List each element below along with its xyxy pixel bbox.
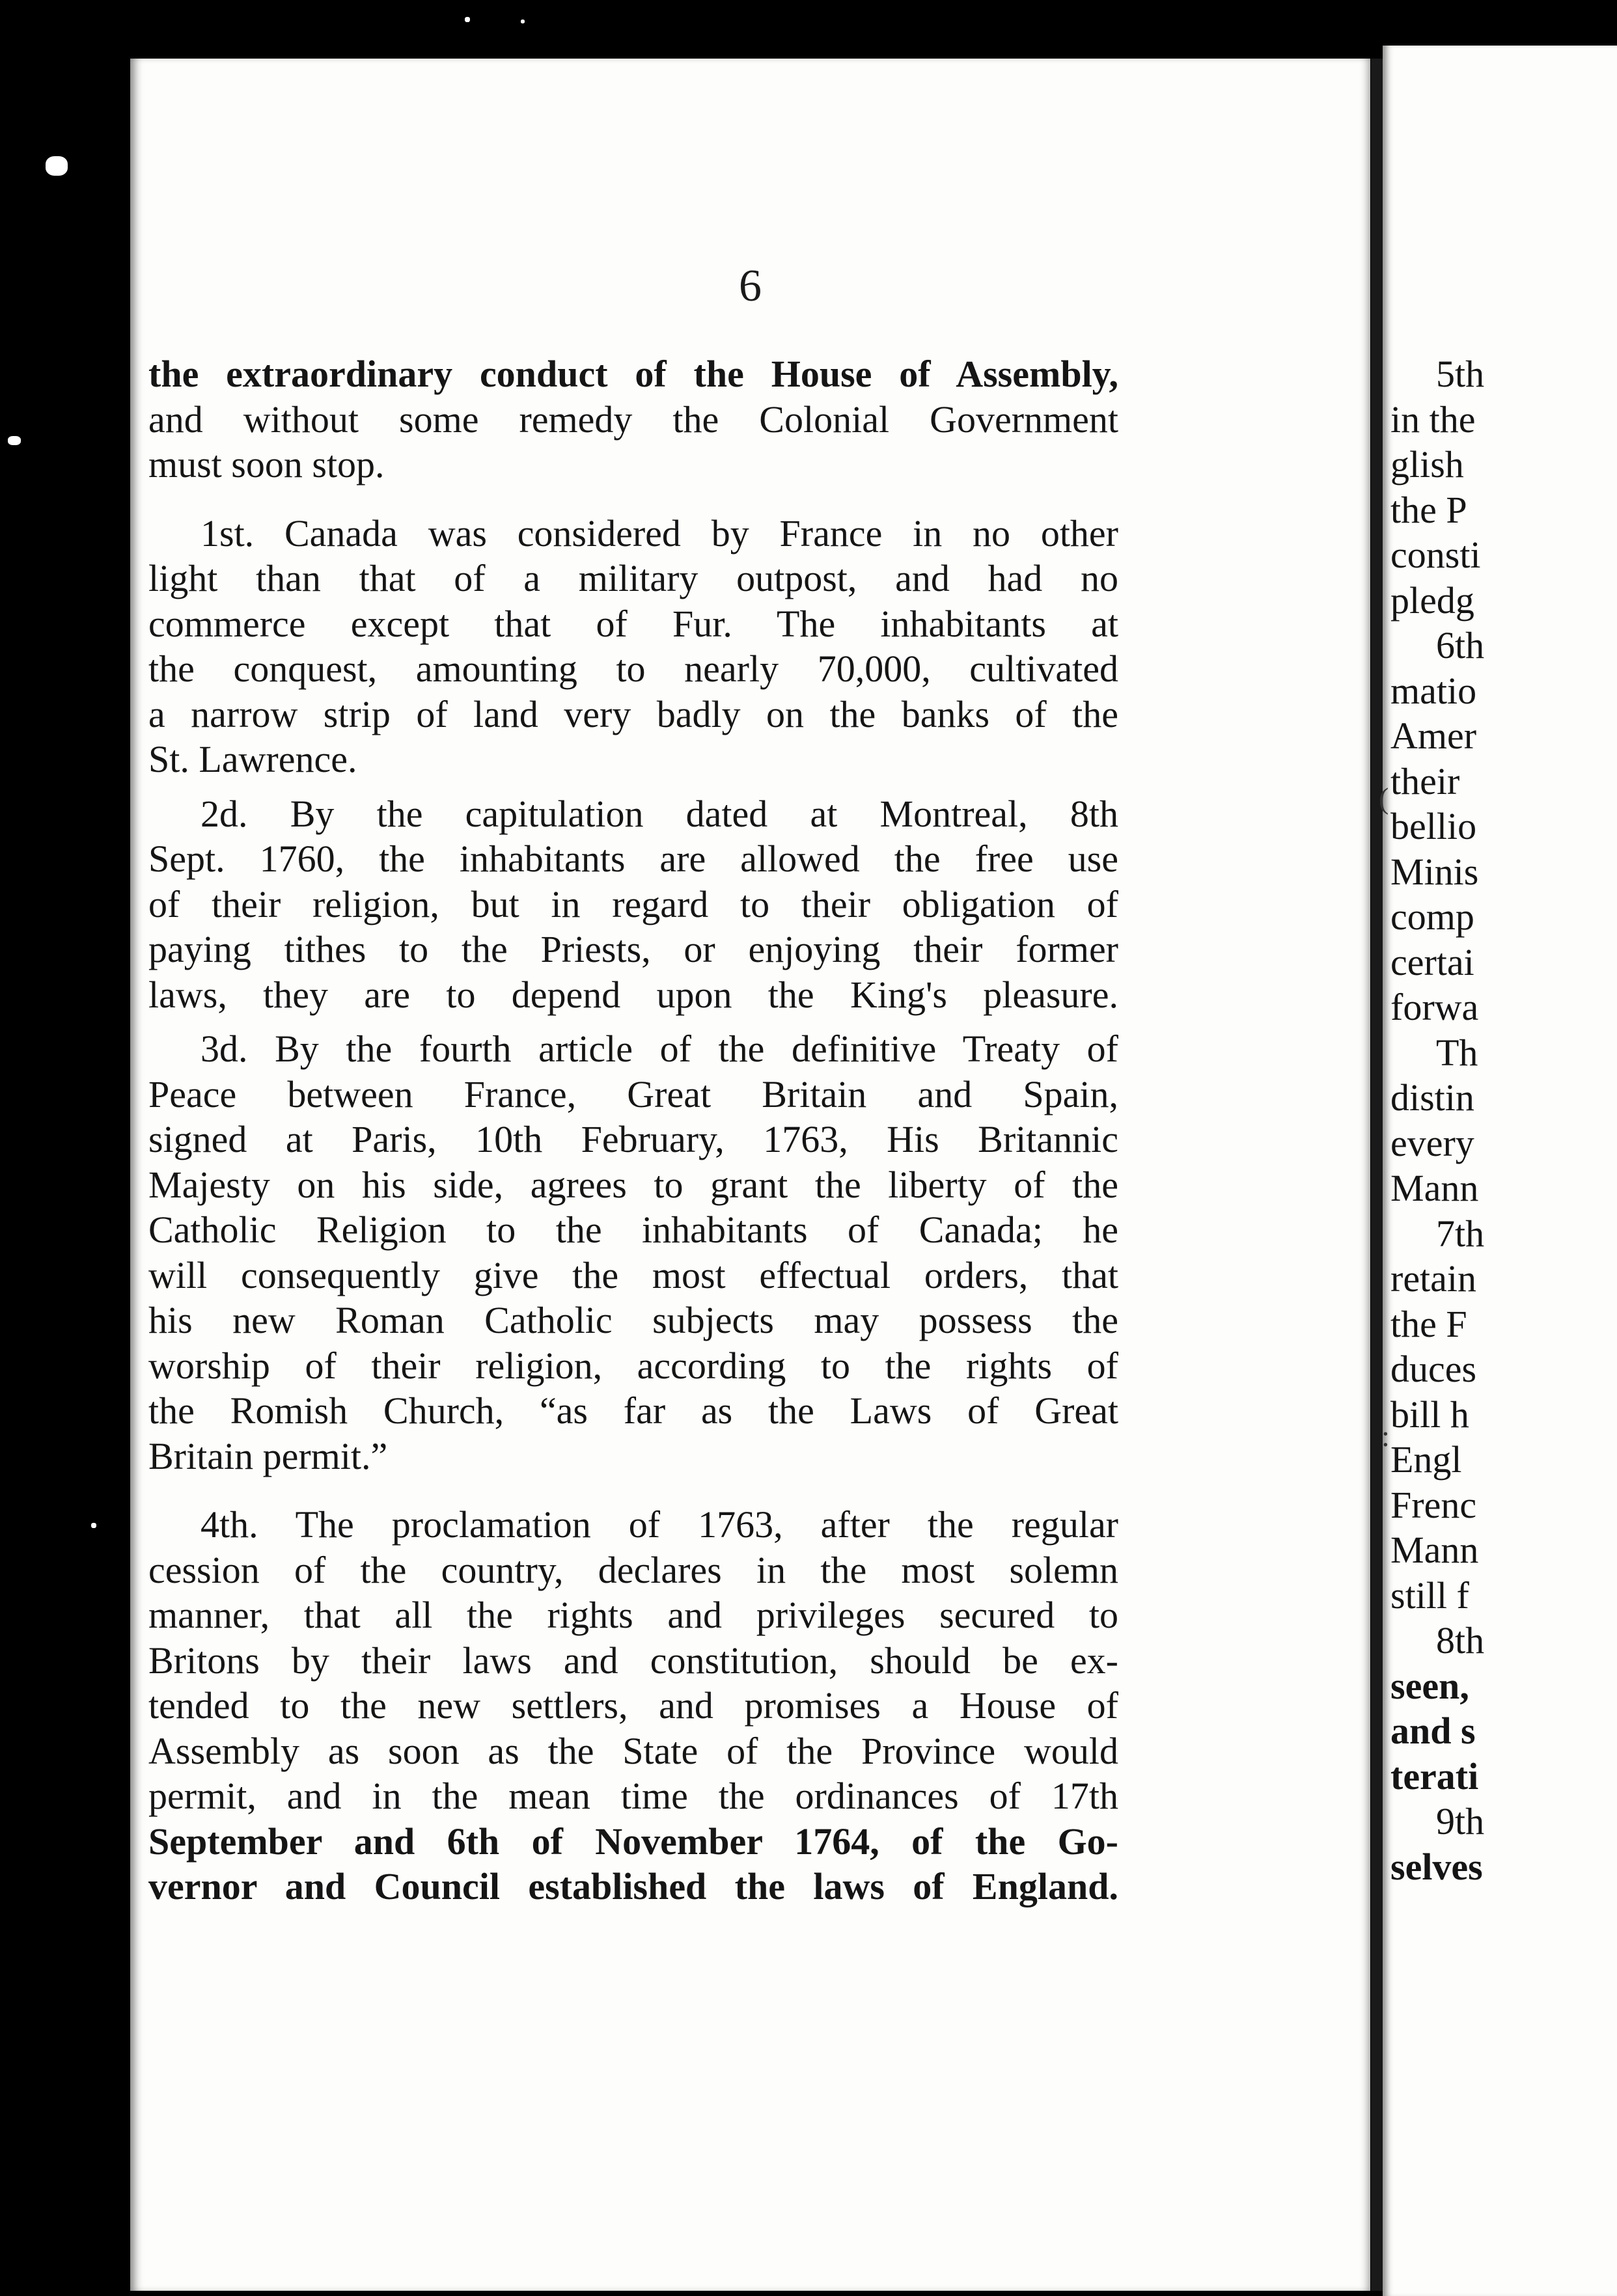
facing-line: matio bbox=[1390, 669, 1477, 712]
facing-line: seen, bbox=[1390, 1664, 1469, 1707]
text-line: manner, that all the rights and privileges secured to bbox=[148, 1594, 1118, 1636]
text-line: paying tithes to the Priests, or enjoying their former bbox=[148, 928, 1118, 970]
scan-speck bbox=[8, 436, 21, 445]
text-line: Sept. 1760, the inhabitants are allowed the free use bbox=[148, 838, 1118, 880]
margin-mark: ( bbox=[1379, 782, 1389, 815]
facing-line: and s bbox=[1390, 1710, 1476, 1752]
facing-line: every bbox=[1390, 1121, 1474, 1164]
text-line: Assembly as soon as the State of the Province would bbox=[148, 1729, 1118, 1772]
paragraph-3d bbox=[148, 1026, 1118, 1479]
text-line: laws, they are to depend upon the King's pleasure. bbox=[148, 973, 1118, 1016]
page-number: 6 bbox=[739, 261, 762, 311]
margin-mark: : bbox=[1381, 1419, 1390, 1453]
text-line: signed at Paris, 10th February, 1763, His Britannic bbox=[148, 1118, 1118, 1160]
facing-line: bill h bbox=[1390, 1393, 1469, 1436]
facing-line: comp bbox=[1390, 895, 1474, 938]
facing-line: 9th bbox=[1436, 1800, 1485, 1842]
facing-line: the P bbox=[1390, 488, 1467, 531]
text-line: Majesty on his side, agrees to grant the liberty of the bbox=[148, 1163, 1118, 1206]
paragraph-1st bbox=[148, 511, 1118, 782]
text-line: will consequently give the most effectual orders, that bbox=[148, 1253, 1118, 1296]
facing-line: still f bbox=[1390, 1574, 1469, 1617]
scan-speck bbox=[46, 156, 68, 176]
text-line: 2d. By the capitulation dated at Montreal, 8th bbox=[200, 792, 1118, 835]
text-line: Britons by their laws and constitution, should be ex- bbox=[148, 1639, 1118, 1682]
scan-speck bbox=[465, 17, 470, 22]
facing-line: Frenc bbox=[1390, 1483, 1477, 1526]
text-line: 1st. Canada was considered by France in no other bbox=[200, 512, 1118, 554]
text-line: a narrow strip of land very badly on the banks of the bbox=[148, 692, 1118, 735]
facing-line: 8th bbox=[1436, 1619, 1485, 1661]
facing-line: 7th bbox=[1436, 1212, 1485, 1255]
text-line: Britain permit.” bbox=[148, 1434, 388, 1477]
scan-speck bbox=[91, 1523, 96, 1528]
facing-line: bellio bbox=[1390, 805, 1477, 847]
facing-line: Mann bbox=[1390, 1167, 1479, 1209]
body-text bbox=[148, 351, 1118, 1919]
facing-line: Amer bbox=[1390, 715, 1477, 757]
facing-line: consti bbox=[1390, 534, 1481, 576]
facing-line: Mann bbox=[1390, 1529, 1479, 1571]
text-line: worship of their religion, according to the rights of bbox=[148, 1344, 1118, 1387]
facing-line: 6th bbox=[1436, 624, 1485, 666]
facing-line: Engl bbox=[1390, 1438, 1462, 1481]
text-line: of their religion, but in regard to their obligation of bbox=[148, 882, 1118, 925]
facing-line: duces bbox=[1390, 1348, 1477, 1390]
facing-line: selves bbox=[1390, 1845, 1483, 1888]
facing-page-text bbox=[1390, 351, 1617, 1889]
text-line: tended to the new settlers, and promises a House of bbox=[148, 1684, 1118, 1727]
text-line: 4th. The proclamation of 1763, after the regular bbox=[200, 1503, 1118, 1546]
text-line: the extraordinary conduct of the House of Assembly, bbox=[148, 353, 1118, 395]
text-line: permit, and in the mean time the ordinances of 17th bbox=[148, 1775, 1118, 1817]
text-line: commerce except that of Fur. The inhabitants at bbox=[148, 602, 1118, 645]
paragraph-intro bbox=[148, 351, 1118, 487]
text-line: must soon stop. bbox=[148, 443, 385, 485]
text-line: the conquest, amounting to nearly 70,000, cultivated bbox=[148, 648, 1118, 690]
facing-line: glish bbox=[1390, 443, 1464, 485]
text-line: his new Roman Catholic subjects may possess the bbox=[148, 1299, 1118, 1341]
facing-line: forwa bbox=[1390, 986, 1479, 1028]
facing-line: distin bbox=[1390, 1076, 1474, 1119]
paragraph-4th bbox=[148, 1502, 1118, 1909]
facing-line: retain bbox=[1390, 1257, 1477, 1300]
facing-line: their bbox=[1390, 759, 1460, 802]
text-line: 3d. By the fourth article of the definitive Treaty of bbox=[200, 1028, 1118, 1070]
text-line: vernor and Council established the laws of England. bbox=[148, 1865, 1118, 1907]
facing-line: the F bbox=[1390, 1302, 1467, 1345]
facing-line: terati bbox=[1390, 1755, 1479, 1797]
facing-line: in the bbox=[1390, 398, 1476, 441]
text-line: light than that of a military outpost, and had no bbox=[148, 557, 1118, 599]
text-line: Peace between France, Great Britain and Spain, bbox=[148, 1073, 1118, 1115]
paragraph-2d bbox=[148, 791, 1118, 1018]
facing-line: pledg bbox=[1390, 579, 1474, 622]
facing-line: certai bbox=[1390, 940, 1474, 983]
text-line: and without some remedy the Colonial Government bbox=[148, 398, 1118, 441]
text-line: Catholic Religion to the inhabitants of Canada; he bbox=[148, 1209, 1118, 1251]
book-gutter bbox=[1371, 59, 1383, 2291]
text-line: the Romish Church, “as far as the Laws of Great bbox=[148, 1389, 1118, 1432]
facing-line: Minis bbox=[1390, 850, 1479, 893]
text-line: St. Lawrence. bbox=[148, 738, 357, 780]
facing-line: 5th bbox=[1436, 353, 1485, 395]
text-line: cession of the country, declares in the most solemn bbox=[148, 1548, 1118, 1591]
text-line: September and 6th of November 1764, of the Go- bbox=[148, 1820, 1118, 1863]
facing-line: Th bbox=[1436, 1031, 1478, 1074]
scan-speck bbox=[521, 20, 525, 23]
